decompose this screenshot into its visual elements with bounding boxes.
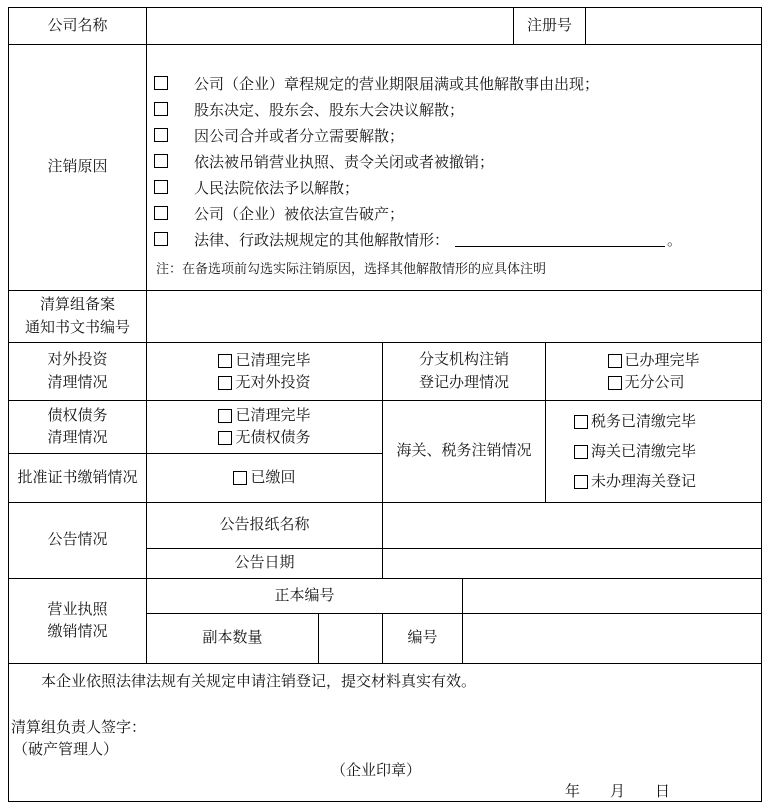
reason-option-label: 公司（企业）被依法宣告破产； [194,206,405,223]
license-copies-field[interactable] [319,614,383,664]
liquidation-notice-label-line2: 通知书文书编号 [24,319,130,336]
debt-options-cell [147,401,383,454]
date-line: 年 月 日 [565,784,671,800]
checkbox-icon[interactable] [154,180,168,194]
announcement-newspaper-field[interactable] [383,503,762,549]
reason-note: 注：在备选项前勾选实际注销原因，选择其他解散情形的应具体注明 [156,261,547,276]
reason-option-label: 公司（企业）章程规定的营业期限届满或其他解散事由出现； [194,76,600,93]
license-label-line2: 缴销情况 [47,624,108,640]
investment-label-line1: 对外投资 [47,352,108,368]
customs-option-row [574,407,696,437]
footer-cell [9,664,762,802]
investment-option-row [218,372,310,394]
reason-option-label: 依法被吊销营业执照、责令关闭或者被撤销； [194,154,495,171]
approval-option-label: 已缴回 [250,470,296,486]
investment-option-label: 已清理完毕 [235,352,311,369]
checkbox-icon[interactable] [608,376,622,390]
investment-options-cell [147,343,383,401]
debt-label-line1: 债权债务 [47,407,108,424]
announcement-date-field[interactable] [383,549,762,579]
checkbox-icon[interactable] [218,354,232,368]
license-copies-label: 副本数量 [147,614,319,664]
investment-option-label: 无对外投资 [235,374,311,391]
debt-option-row [218,405,310,427]
checkbox-icon[interactable] [154,154,168,168]
checkbox-icon[interactable] [154,206,168,220]
license-original-label: 正本编号 [147,579,463,614]
customs-option-row [574,467,696,497]
registration-no-field[interactable] [586,8,762,45]
reason-option-label: 因公司合并或者分立需要解散； [194,128,405,145]
customs-option-label: 未办理海关登记 [591,473,697,490]
reason-option-row [154,122,753,148]
announcement-label: 公告情况 [9,503,147,579]
checkbox-icon[interactable] [154,128,168,142]
customs-option-label: 税务已清缴完毕 [591,413,697,430]
checkbox-icon[interactable] [154,102,168,116]
reason-option-row [154,174,753,200]
checkbox-icon[interactable] [218,376,232,390]
liquidation-notice-field[interactable] [147,291,762,343]
checkbox-icon[interactable] [574,445,588,459]
approval-options-cell [147,454,383,503]
license-label-line1: 营业执照 [47,601,108,618]
other-reason-suffix: 。 [667,232,683,249]
checkbox-icon[interactable] [218,409,232,423]
bankruptcy-administrator-label: （破产管理人） [13,742,119,758]
license-number-field[interactable] [463,614,762,664]
debt-label [9,401,147,454]
company-seal-label: （企业印章） [331,763,422,779]
branch-label-line2: 登记办理情况 [418,374,509,391]
approval-label: 批准证书缴销情况 [9,454,147,503]
checkbox-icon[interactable] [154,232,168,246]
checkbox-icon[interactable] [218,431,232,445]
checkbox-icon[interactable] [574,415,588,429]
checkbox-icon[interactable] [233,471,247,485]
checkbox-icon[interactable] [608,354,622,368]
reason-option-label: 人民法院依法予以解散； [194,180,360,197]
branch-option-label: 无分公司 [624,374,685,391]
license-original-field[interactable] [463,579,762,614]
branch-option-row [608,372,685,394]
announcement-date-label: 公告日期 [147,549,383,579]
customs-option-label: 海关已清缴完毕 [591,443,697,460]
investment-label [9,343,147,401]
approval-option-row [233,467,295,489]
investment-option-row [218,350,310,372]
reason-label: 注销原因 [9,45,147,291]
liquidation-notice-label [9,291,147,343]
license-number-label: 编号 [383,614,463,664]
liquidator-signature-label: 清算组负责人签字： [11,720,147,736]
reason-options-cell [147,45,762,291]
investment-label-line2: 清理情况 [47,374,108,391]
reason-option-row [154,200,753,226]
debt-option-label: 已清理完毕 [235,408,311,424]
debt-option-label: 无债权债务 [235,430,311,446]
declaration-statement: 本企业依照法律法规有关规定申请注销登记，提交材料真实有效。 [41,674,477,690]
company-name-label: 公司名称 [9,8,147,45]
customs-label: 海关、税务注销情况 [383,401,546,503]
checkbox-icon[interactable] [154,76,168,90]
reason-option-label: 股东决定、股东会、股东大会决议解散； [194,102,465,119]
license-label [9,579,147,664]
debt-option-row [218,427,310,449]
branch-option-label: 已办理完毕 [624,352,700,369]
branch-option-row [608,350,700,372]
reason-option-row [154,96,753,122]
branch-label [383,343,546,401]
branch-label-line1: 分支机构注销 [418,352,509,368]
company-name-field[interactable] [147,8,514,45]
reason-option-row [154,148,753,174]
customs-option-row [574,437,696,467]
customs-options-cell [546,401,762,503]
reason-option-row [154,226,753,252]
deregistration-form-table [8,7,762,802]
reason-option-label: 法律、行政法规规定的其他解散情形： [194,232,450,249]
other-reason-blank-field[interactable] [455,231,665,247]
registration-no-label: 注册号 [514,8,586,45]
reason-option-row [154,70,753,96]
liquidation-notice-label-line1: 清算组备案 [39,297,115,313]
branch-options-cell [546,343,762,401]
debt-label-line2: 清理情况 [47,430,108,446]
checkbox-icon[interactable] [574,475,588,489]
announcement-newspaper-label: 公告报纸名称 [147,503,383,549]
